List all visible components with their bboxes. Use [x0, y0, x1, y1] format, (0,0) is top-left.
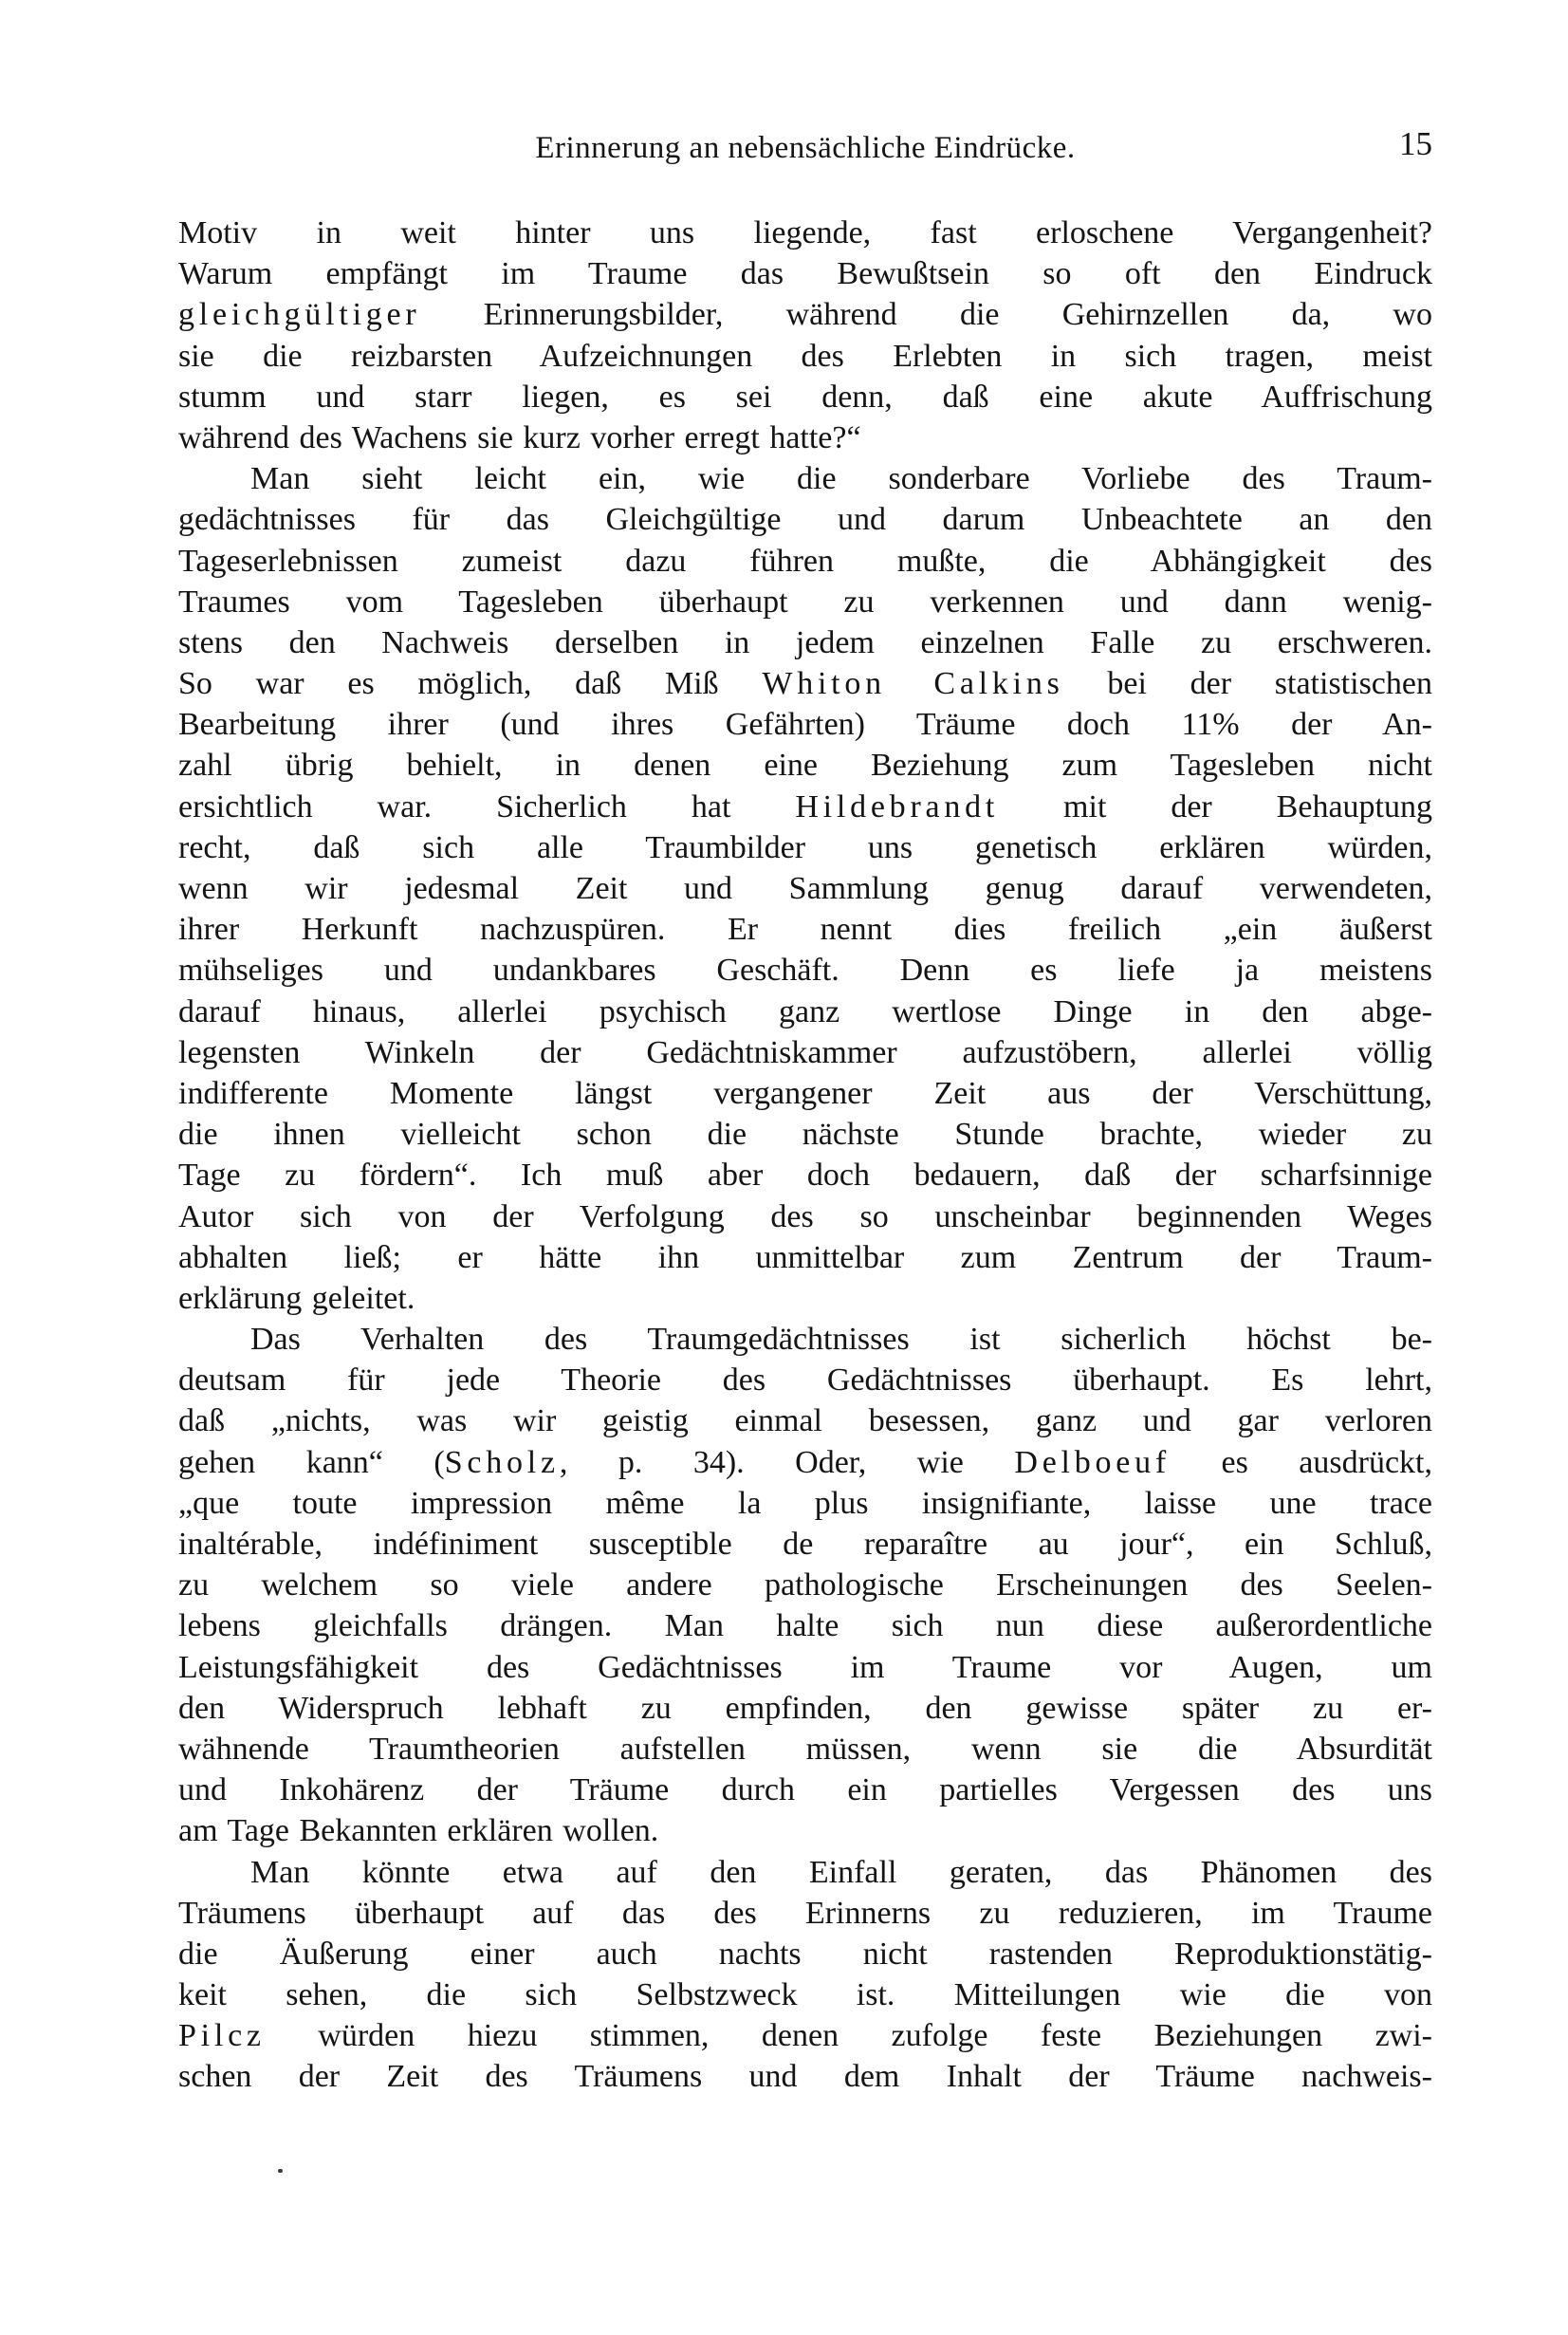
text-segment: daß „nichts, was wir geistig einmal besessen, ganz und gar verloren: [178, 1403, 1432, 1439]
text-segment: den Widerspruch lebhaft zu empfinden, den gewisse später zu er-: [178, 1690, 1432, 1726]
text-segment: Bearbeitung ihrer (und ihres Gefährten) Träume doch 11% der An-: [178, 707, 1432, 743]
text-segment: Tageserlebnissen zumeist dazu führen mußte, die Abhängigkeit des: [178, 543, 1432, 579]
text-segment: deutsam für jede Theorie des Gedächtnisses überhaupt. Es lehrt,: [178, 1362, 1432, 1399]
text-segment: stens den Nachweis derselben in jedem einzelnen Falle zu erschweren.: [178, 624, 1432, 660]
text-line: [178, 336, 1432, 377]
text-segment: Man sieht leicht ein, wie die sonderbare Vorliebe des Traum-: [250, 461, 1432, 497]
text-segment: Traumes vom Tagesleben überhaupt zu verkennen und dann wenig-: [178, 584, 1432, 620]
letterspaced-name: Hildebrandt: [795, 788, 1000, 825]
running-head: [178, 125, 1432, 176]
text-line: [178, 294, 1432, 335]
text-segment: die ihnen vielleicht schon die nächste Stunde brachte, wieder zu: [178, 1117, 1432, 1153]
text-segment: es ausdrückt,: [1170, 1444, 1432, 1480]
text-line: [178, 1565, 1432, 1605]
text-line: [178, 787, 1432, 827]
text-line: [178, 704, 1432, 745]
text-segment: stumm und starr liegen, es sei denn, daß eine akute Auffrischung: [178, 379, 1432, 415]
text-line: [178, 1319, 1432, 1360]
text-segment: schen der Zeit des Träumens und dem Inhalt der Träume nachweis-: [178, 2059, 1432, 2095]
letterspaced-name: Whiton Calkins: [762, 666, 1064, 702]
text-segment: Man könnte etwa auf den Einfall geraten, das Phänomen des: [250, 1854, 1432, 1890]
text-line: [178, 950, 1432, 991]
text-line: [178, 1893, 1432, 1934]
text-line: [178, 1729, 1432, 1770]
text-segment: erklärung geleitet.: [178, 1280, 415, 1316]
text-segment: während des Wachens sie kurz vorher erregt hatte?“: [178, 419, 861, 455]
text-segment: Motiv in weit hinter uns liegende, fast erloschene Vergangenheit?: [178, 215, 1432, 250]
text-segment: mit der Behauptung: [999, 788, 1432, 825]
text-segment: ersichtlich war. Sicherlich hat: [178, 788, 796, 825]
text-segment: Träumens überhaupt auf das des Erinnerns zu reduzieren, im Traume: [178, 1895, 1432, 1931]
letterspaced-name: Scholz: [444, 1444, 560, 1480]
text-line: [178, 253, 1432, 294]
scan-speck: [278, 2169, 283, 2173]
text-line: [178, 1400, 1432, 1441]
text-line: [178, 377, 1432, 417]
text-line: [178, 1278, 1432, 1319]
letterspaced-name: Delboeuf: [1014, 1444, 1171, 1480]
text-line: [178, 213, 1432, 253]
text-line: [178, 1155, 1432, 1195]
text-line: [178, 1524, 1432, 1565]
text-segment: gehen kann“ (: [178, 1444, 445, 1480]
text-line: [178, 1605, 1432, 1646]
text-segment: , p. 34). Oder, wie: [559, 1444, 1015, 1480]
text-segment: bei der statistischen: [1063, 666, 1432, 702]
text-segment: wenn wir jedesmal Zeit und Sammlung genug darauf verwendeten,: [178, 871, 1432, 906]
letterspaced-name: gleichgültiger: [178, 297, 421, 333]
text-line: [178, 1852, 1432, 1893]
text-line: [178, 1360, 1432, 1400]
text-segment: Autor sich von der Verfolgung des so unscheinbar beginnenden Weges: [178, 1198, 1432, 1234]
text-line: [178, 1934, 1432, 1974]
text-segment: legensten Winkeln der Gedächtniskammer aufzustöbern, allerlei völlig: [178, 1034, 1432, 1070]
text-segment: Leistungsfähigkeit des Gedächtnisses im Traume vor Augen, um: [178, 1649, 1432, 1685]
text-line: [178, 541, 1432, 582]
text-segment: die Äußerung einer auch nachts nicht rastenden Reproduktionstätig-: [178, 1936, 1432, 1972]
text-segment: Tage zu fördern“. Ich muß aber doch bedauern, daß der scharfsinnige: [178, 1158, 1432, 1194]
text-segment: und Inkohärenz der Träume durch ein partielles Vergessen des uns: [178, 1772, 1432, 1808]
text-segment: indifferente Momente längst vergangener Zeit aus der Verschüttung,: [178, 1075, 1432, 1111]
text-line: [178, 499, 1432, 540]
text-segment: am Tage Bekannten erklären wollen.: [178, 1813, 659, 1849]
text-line: [178, 1114, 1432, 1155]
text-line: [178, 417, 1432, 458]
text-segment: sie die reizbarsten Aufzeichnungen des Erlebten in sich tragen, meist: [178, 338, 1432, 374]
text-segment: Erinnerungsbilder, während die Gehirnzellen da, wo: [420, 297, 1432, 333]
text-line: [178, 1196, 1432, 1237]
text-segment: darauf hinaus, allerlei psychisch ganz wertlose Dinge in den abge-: [178, 993, 1432, 1029]
text-segment: keit sehen, die sich Selbstzweck ist. Mitteilungen wie die von: [178, 1977, 1432, 2013]
running-head-title: Erinnerung an nebensächliche Eindrücke.: [535, 131, 1076, 165]
text-line: [178, 909, 1432, 950]
text-segment: zahl übrig behielt, in denen eine Beziehung zum Tagesleben nicht: [178, 748, 1432, 784]
page-number: 15: [1399, 125, 1432, 162]
text-segment: Das Verhalten des Traumgedächtnisses ist sicherlich höchst be-: [250, 1322, 1432, 1358]
text-line: [178, 1237, 1432, 1278]
text-segment: So war es möglich, daß Miß: [178, 666, 763, 702]
text-segment: recht, daß sich alle Traumbilder uns genetisch erklären würden,: [178, 829, 1432, 865]
text-line: [178, 827, 1432, 868]
text-segment: zu welchem so viele andere pathologische Erscheinungen des Seelen-: [178, 1567, 1432, 1603]
text-line: [178, 745, 1432, 786]
text-segment: lebens gleichfalls drängen. Man halte sich nun diese außerordentliche: [178, 1608, 1432, 1644]
text-segment: ihrer Herkunft nachzuspüren. Er nennt dies freilich „ein äußerst: [178, 912, 1432, 948]
text-line: [178, 663, 1432, 704]
text-segment: abhalten ließ; er hätte ihn unmittelbar zum Zentrum der Traum-: [178, 1239, 1432, 1275]
letterspaced-name: Pilcz: [178, 2018, 266, 2054]
text-line: [178, 1647, 1432, 1688]
body-text: [178, 213, 1432, 2098]
text-line: [178, 991, 1432, 1032]
text-line: [178, 582, 1432, 622]
text-segment: inaltérable, indéfiniment susceptible de reparaître au jour“, ein Schluß,: [178, 1527, 1432, 1562]
text-line: [178, 2056, 1432, 2097]
text-line: [178, 1032, 1432, 1073]
text-line: [178, 1688, 1432, 1729]
text-line: [178, 1974, 1432, 2015]
text-line: [178, 458, 1432, 499]
text-segment: mühseliges und undankbares Geschäft. Denn es liefe ja meistens: [178, 953, 1432, 989]
text-line: [178, 1483, 1432, 1524]
text-segment: gedächtnisses für das Gleichgültige und darum Unbeachtete an den: [178, 502, 1432, 538]
text-line: [178, 1770, 1432, 1810]
text-line: [178, 868, 1432, 909]
text-segment: Warum empfängt im Traume das Bewußtsein so oft den Eindruck: [178, 256, 1432, 292]
text-line: [178, 622, 1432, 663]
text-line: [178, 2015, 1432, 2056]
text-segment: würden hiezu stimmen, denen zufolge feste Beziehungen zwi-: [265, 2018, 1432, 2054]
text-line: [178, 1073, 1432, 1114]
text-segment: wähnende Traumtheorien aufstellen müssen, wenn sie die Absurdität: [178, 1731, 1432, 1767]
text-line: [178, 1442, 1432, 1483]
text-line: [178, 1810, 1432, 1851]
text-segment: „que toute impression même la plus insignifiante, laisse une trace: [178, 1485, 1432, 1521]
